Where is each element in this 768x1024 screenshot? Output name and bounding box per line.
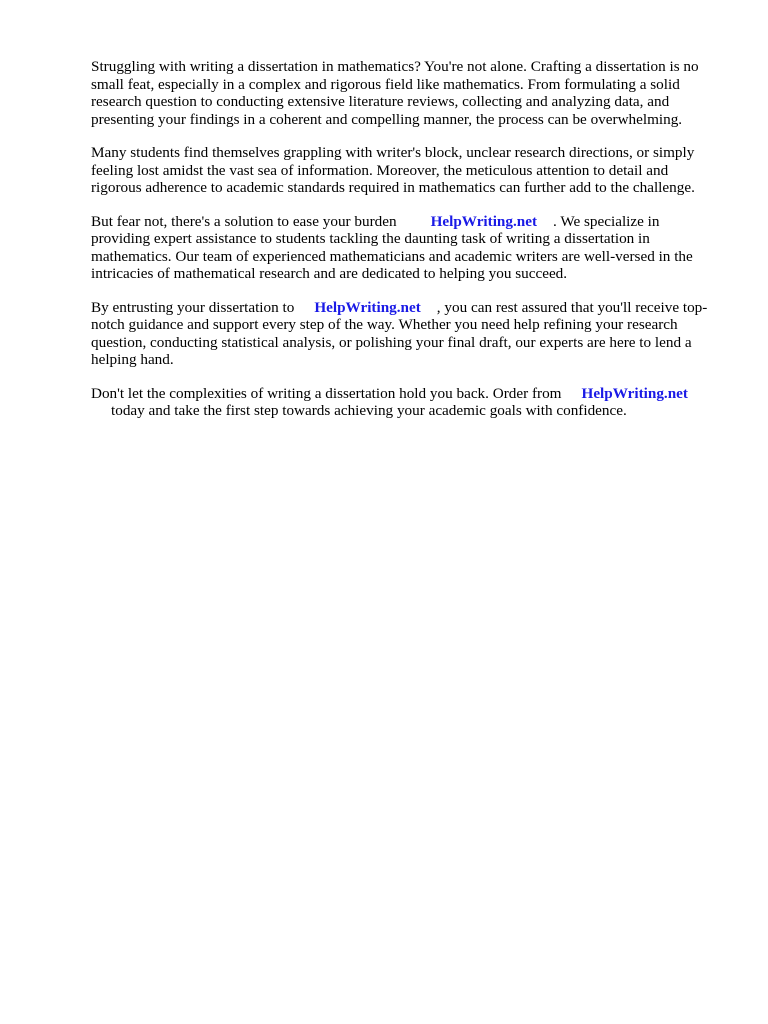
paragraph-solution [91, 213, 721, 283]
paragraph-solution-text-after: . We specialize in providing expert assistance to students tackling the daunting task of writing a dissertation in mathematics. Our team of experienced mathematicians and academic writers are well-versed in the intricacies of mathematical research and are dedicated to helping you succeed. [91, 212, 693, 282]
paragraph-entrusting-text-after: , you can rest assured that you'll receive top-notch guidance and support every step of the way. Whether you need help refining your research question, conducting statistical analysis, or polishing your final draft, our experts are here to lend a helping hand. [91, 298, 708, 368]
paragraph-intro: Struggling with writing a dissertation in mathematics? You're not alone. Crafting a dissertation is no small feat, especially in a complex and rigorous field like mathematics. From formulating a solid research question to conducting extensive literature reviews, collecting and analyzing data, and presenting your findings in a coherent and compelling manner, the process can be overwhelming. [91, 58, 699, 128]
helpwriting-link-1[interactable]: HelpWriting.net [430, 212, 538, 230]
paragraph-cta-text-after: today and take the first step towards achieving your academic goals with confidence. [111, 402, 627, 419]
paragraph-cta-text-before: Don't let the complexities of writing a dissertation hold you back. Order from [91, 384, 562, 402]
paragraph-entrusting [91, 299, 721, 369]
paragraph-entrusting-text-before: By entrusting your dissertation to [91, 298, 295, 316]
document-page [91, 58, 721, 436]
helpwriting-link-3[interactable]: HelpWriting.net [581, 384, 688, 402]
paragraph-struggles: Many students find themselves grappling with writer's block, unclear research directions, or simply feeling lost amidst the vast sea of information. Moreover, the meticulous attention to detail and rigorous adherence to academic standards required in mathematics can further add to the challenge. [91, 144, 695, 196]
paragraph-call-to-action [91, 385, 721, 420]
paragraph-solution-text-before: But fear not, there's a solution to ease your burden [91, 212, 397, 230]
helpwriting-link-2[interactable]: HelpWriting.net [314, 298, 421, 316]
